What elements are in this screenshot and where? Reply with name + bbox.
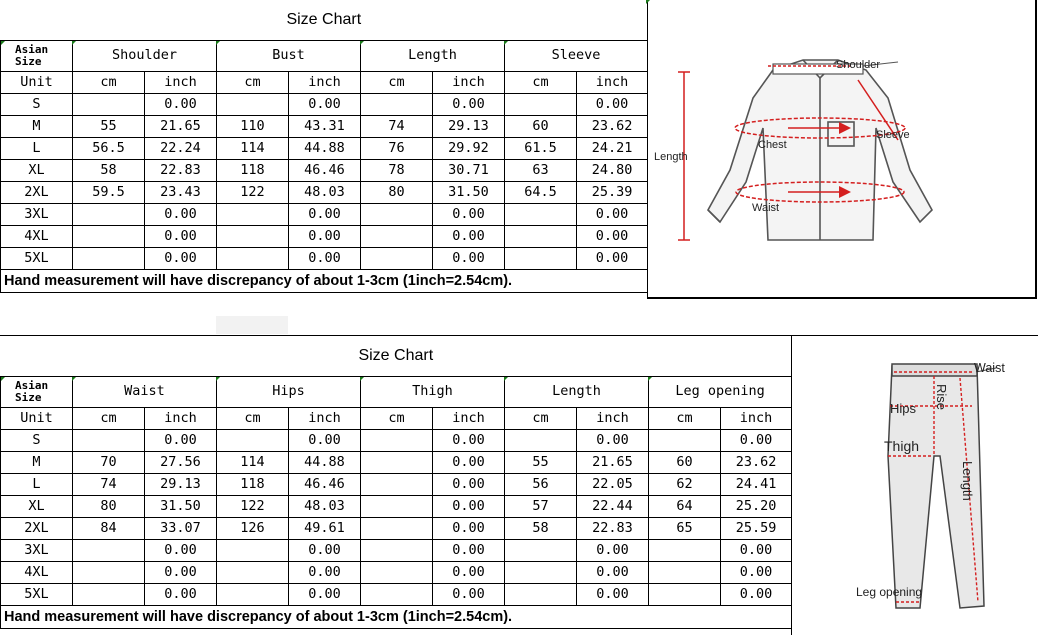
- measurement-cell: 0.00: [289, 430, 361, 452]
- measurement-cell: 31.50: [145, 496, 217, 518]
- measurement-cell: [361, 540, 433, 562]
- measurement-cell: 21.65: [577, 452, 649, 474]
- measurement-cell: 59.5: [73, 182, 145, 204]
- measurement-cell: 0.00: [577, 562, 649, 584]
- chest-label: Chest: [758, 139, 787, 151]
- top-footer-note: Hand measurement will have discrepancy of about 1-3cm (1inch=2.54cm).: [1, 270, 648, 293]
- length-label: Length: [654, 151, 688, 163]
- measurement-cell: 55: [505, 452, 577, 474]
- measurement-cell: 24.21: [577, 138, 648, 160]
- measurement-cell: 0.00: [145, 226, 217, 248]
- hips-label: Hips: [890, 401, 917, 416]
- measurement-cell: [361, 562, 433, 584]
- measurement-cell: 0.00: [289, 94, 361, 116]
- measurement-cell: 44.88: [289, 138, 361, 160]
- size-label: XL: [1, 160, 73, 182]
- table-row: [1, 248, 648, 270]
- unit-cell: inch: [289, 72, 361, 94]
- measurement-cell: [361, 496, 433, 518]
- sleeve-label: Sleeve: [876, 129, 910, 141]
- unit-cell: cm: [217, 408, 289, 430]
- size-label: S: [1, 430, 73, 452]
- unit-cell: inch: [145, 408, 217, 430]
- measurement-cell: 0.00: [721, 540, 792, 562]
- measurement-cell: 31.50: [433, 182, 505, 204]
- measurement-cell: 65: [649, 518, 721, 540]
- asian-size-header: Asian Size: [1, 377, 73, 408]
- measurement-cell: 63: [505, 160, 577, 182]
- measurement-cell: 22.24: [145, 138, 217, 160]
- table-row: [1, 116, 648, 138]
- measurement-cell: 0.00: [577, 94, 648, 116]
- measurement-cell: 56.5: [73, 138, 145, 160]
- measurement-cell: 60: [505, 116, 577, 138]
- size-label: 3XL: [1, 540, 73, 562]
- measurement-cell: 33.07: [145, 518, 217, 540]
- measurement-cell: [649, 540, 721, 562]
- measurement-cell: [361, 94, 433, 116]
- size-label: 5XL: [1, 248, 73, 270]
- top-size-chart: [0, 0, 1038, 300]
- measurement-cell: 110: [217, 116, 289, 138]
- top-size-table: [0, 0, 648, 293]
- waist-label: Waist: [974, 361, 1005, 375]
- size-label: M: [1, 452, 73, 474]
- corner-mark: [648, 377, 652, 381]
- measurement-cell: 25.59: [721, 518, 792, 540]
- table-row: [1, 452, 792, 474]
- measurement-cell: 22.83: [577, 518, 649, 540]
- table-row: [1, 204, 648, 226]
- measurement-cell: 23.43: [145, 182, 217, 204]
- corner-mark: [504, 377, 508, 381]
- measurement-cell: 22.44: [577, 496, 649, 518]
- corner-mark: [1, 41, 5, 45]
- waist-label: Waist: [752, 202, 780, 214]
- measurement-cell: 0.00: [145, 540, 217, 562]
- top-chart-title: Size Chart: [1, 0, 648, 41]
- measurement-cell: [649, 584, 721, 606]
- size-label: 3XL: [1, 204, 73, 226]
- table-row: [1, 182, 648, 204]
- measurement-cell: 30.71: [433, 160, 505, 182]
- measurement-cell: [505, 584, 577, 606]
- thigh-label: Thigh: [884, 438, 920, 454]
- table-row: [1, 584, 792, 606]
- col-header-length: Length: [361, 41, 505, 72]
- size-label: M: [1, 116, 73, 138]
- measurement-cell: [505, 248, 577, 270]
- measurement-cell: 29.13: [433, 116, 505, 138]
- measurement-cell: [361, 248, 433, 270]
- unit-cell: inch: [577, 72, 648, 94]
- measurement-cell: 0.00: [577, 226, 648, 248]
- measurement-cell: 0.00: [433, 584, 505, 606]
- unit-cell: inch: [145, 72, 217, 94]
- leg-opening-label: Leg opening: [856, 585, 923, 599]
- measurement-cell: 114: [217, 138, 289, 160]
- col-header-leg-opening: Leg opening: [649, 377, 792, 408]
- measurement-cell: 55: [73, 116, 145, 138]
- measurement-cell: [73, 562, 145, 584]
- measurement-cell: 44.88: [289, 452, 361, 474]
- shirt-diagram: [647, 0, 1037, 299]
- measurement-cell: 48.03: [289, 496, 361, 518]
- measurement-cell: 78: [361, 160, 433, 182]
- measurement-cell: 23.62: [721, 452, 792, 474]
- measurement-cell: 46.46: [289, 160, 361, 182]
- size-label: XL: [1, 496, 73, 518]
- measurement-cell: 0.00: [577, 540, 649, 562]
- measurement-cell: 27.56: [145, 452, 217, 474]
- measurement-cell: 56: [505, 474, 577, 496]
- bottom-size-table: [0, 336, 792, 629]
- corner-mark: [72, 41, 76, 45]
- measurement-cell: 74: [73, 474, 145, 496]
- measurement-cell: 0.00: [433, 474, 505, 496]
- measurement-cell: 76: [361, 138, 433, 160]
- measurement-cell: 0.00: [289, 204, 361, 226]
- measurement-cell: 43.31: [289, 116, 361, 138]
- unit-cell: cm: [217, 72, 289, 94]
- shirt-diagram-icon: [648, 0, 1035, 297]
- table-row: [1, 540, 792, 562]
- measurement-cell: 114: [217, 452, 289, 474]
- measurement-cell: 29.92: [433, 138, 505, 160]
- measurement-cell: [217, 430, 289, 452]
- col-header-waist: Waist: [73, 377, 217, 408]
- measurement-cell: [73, 94, 145, 116]
- unit-cell: inch: [577, 408, 649, 430]
- measurement-cell: [361, 204, 433, 226]
- size-label: 4XL: [1, 562, 73, 584]
- measurement-cell: 0.00: [433, 204, 505, 226]
- measurement-cell: [73, 226, 145, 248]
- measurement-cell: 0.00: [289, 248, 361, 270]
- measurement-cell: 24.41: [721, 474, 792, 496]
- measurement-cell: 46.46: [289, 474, 361, 496]
- size-label: S: [1, 94, 73, 116]
- measurement-cell: 0.00: [721, 584, 792, 606]
- measurement-cell: 0.00: [145, 584, 217, 606]
- measurement-cell: 0.00: [721, 430, 792, 452]
- measurement-cell: [73, 584, 145, 606]
- measurement-cell: 0.00: [289, 226, 361, 248]
- measurement-cell: [217, 562, 289, 584]
- measurement-cell: 122: [217, 496, 289, 518]
- measurement-cell: 0.00: [433, 540, 505, 562]
- table-row: [1, 496, 792, 518]
- table-row: [1, 138, 648, 160]
- corner-mark: [504, 41, 508, 45]
- pants-diagram-icon: [792, 336, 1037, 635]
- table-row: [1, 430, 792, 452]
- measurement-cell: 0.00: [577, 584, 649, 606]
- unit-cell: cm: [361, 408, 433, 430]
- measurement-cell: [505, 226, 577, 248]
- measurement-cell: 0.00: [289, 584, 361, 606]
- measurement-cell: 25.39: [577, 182, 648, 204]
- measurement-cell: 0.00: [433, 496, 505, 518]
- rise-label: Rise: [934, 384, 949, 411]
- unit-cell: cm: [73, 408, 145, 430]
- corner-mark: [216, 377, 220, 381]
- size-label: 2XL: [1, 518, 73, 540]
- measurement-cell: 22.83: [145, 160, 217, 182]
- unit-cell: inch: [721, 408, 792, 430]
- measurement-cell: 48.03: [289, 182, 361, 204]
- col-header-sleeve: Sleeve: [505, 41, 648, 72]
- measurement-cell: 29.13: [145, 474, 217, 496]
- measurement-cell: 126: [217, 518, 289, 540]
- units-row: [1, 408, 792, 430]
- unit-cell: cm: [649, 408, 721, 430]
- measurement-cell: [361, 474, 433, 496]
- measurement-cell: 122: [217, 182, 289, 204]
- measurement-cell: 0.00: [433, 452, 505, 474]
- measurement-cell: 0.00: [145, 430, 217, 452]
- measurement-cell: 0.00: [577, 430, 649, 452]
- measurement-cell: 64.5: [505, 182, 577, 204]
- measurement-cell: 62: [649, 474, 721, 496]
- measurement-cell: 0.00: [145, 204, 217, 226]
- measurement-cell: 60: [649, 452, 721, 474]
- size-label: L: [1, 474, 73, 496]
- unit-label: Unit: [1, 408, 73, 430]
- asian-size-header: Asian Size: [1, 41, 73, 72]
- length-label: Length: [960, 461, 975, 501]
- bottom-footer-note: Hand measurement will have discrepancy of about 1-3cm (1inch=2.54cm).: [1, 606, 792, 629]
- table-row: [1, 94, 648, 116]
- measurement-cell: [505, 430, 577, 452]
- measurement-cell: [361, 226, 433, 248]
- measurement-cell: 22.05: [577, 474, 649, 496]
- measurement-cell: 74: [361, 116, 433, 138]
- size-label: 4XL: [1, 226, 73, 248]
- size-label: L: [1, 138, 73, 160]
- measurement-cell: [361, 584, 433, 606]
- measurement-cell: 58: [505, 518, 577, 540]
- corner-mark: [360, 377, 364, 381]
- measurement-cell: [649, 562, 721, 584]
- measurement-cell: 70: [73, 452, 145, 474]
- measurement-cell: 0.00: [145, 562, 217, 584]
- measurement-cell: [73, 430, 145, 452]
- measurement-cell: [505, 94, 577, 116]
- pants-diagram: [791, 336, 1037, 635]
- corner-mark: [216, 41, 220, 45]
- measurement-cell: 25.20: [721, 496, 792, 518]
- measurement-cell: 0.00: [145, 94, 217, 116]
- measurement-cell: 84: [73, 518, 145, 540]
- measurement-cell: [217, 540, 289, 562]
- unit-cell: cm: [73, 72, 145, 94]
- measurement-cell: 24.80: [577, 160, 648, 182]
- size-label: 5XL: [1, 584, 73, 606]
- table-row: [1, 518, 792, 540]
- col-header-hips: Hips: [217, 377, 361, 408]
- measurement-cell: 118: [217, 474, 289, 496]
- measurement-cell: [361, 452, 433, 474]
- measurement-cell: 64: [649, 496, 721, 518]
- measurement-cell: [649, 430, 721, 452]
- measurement-cell: [217, 204, 289, 226]
- measurement-cell: 0.00: [433, 562, 505, 584]
- col-header-length: Length: [505, 377, 649, 408]
- shoulder-label: Shoulder: [836, 59, 881, 71]
- measurement-cell: [361, 518, 433, 540]
- unit-cell: inch: [433, 408, 505, 430]
- measurement-cell: 49.61: [289, 518, 361, 540]
- corner-mark: [72, 377, 76, 381]
- measurement-cell: [505, 540, 577, 562]
- size-label: 2XL: [1, 182, 73, 204]
- corner-mark: [1, 377, 5, 381]
- measurement-cell: [217, 94, 289, 116]
- measurement-cell: [505, 204, 577, 226]
- measurement-cell: 0.00: [433, 94, 505, 116]
- measurement-cell: [217, 248, 289, 270]
- table-row: [1, 562, 792, 584]
- unit-cell: cm: [361, 72, 433, 94]
- measurement-cell: 0.00: [433, 226, 505, 248]
- measurement-cell: 61.5: [505, 138, 577, 160]
- measurement-cell: [217, 584, 289, 606]
- col-header-thigh: Thigh: [361, 377, 505, 408]
- blank-tab: [216, 316, 288, 334]
- measurement-cell: 0.00: [289, 562, 361, 584]
- col-header-bust: Bust: [217, 41, 361, 72]
- measurement-cell: 0.00: [721, 562, 792, 584]
- measurement-cell: [73, 540, 145, 562]
- table-row: [1, 160, 648, 182]
- measurement-cell: 80: [73, 496, 145, 518]
- measurement-cell: 80: [361, 182, 433, 204]
- table-row: [1, 226, 648, 248]
- col-header-shoulder: Shoulder: [73, 41, 217, 72]
- unit-cell: inch: [289, 408, 361, 430]
- measurement-cell: [505, 562, 577, 584]
- measurement-cell: 0.00: [289, 540, 361, 562]
- corner-mark: [646, 0, 650, 4]
- measurement-cell: [73, 248, 145, 270]
- measurement-cell: [73, 204, 145, 226]
- unit-cell: cm: [505, 72, 577, 94]
- measurement-cell: [217, 226, 289, 248]
- units-row: [1, 72, 648, 94]
- measurement-cell: 21.65: [145, 116, 217, 138]
- measurement-cell: 23.62: [577, 116, 648, 138]
- corner-mark: [360, 41, 364, 45]
- unit-cell: cm: [505, 408, 577, 430]
- measurement-cell: 0.00: [577, 204, 648, 226]
- measurement-cell: 0.00: [433, 518, 505, 540]
- bottom-size-chart: [0, 336, 1038, 636]
- measurement-cell: [361, 430, 433, 452]
- table-row: [1, 474, 792, 496]
- unit-cell: inch: [433, 72, 505, 94]
- measurement-cell: 118: [217, 160, 289, 182]
- unit-label: Unit: [1, 72, 73, 94]
- measurement-cell: 0.00: [577, 248, 648, 270]
- measurement-cell: 0.00: [145, 248, 217, 270]
- measurement-cell: 0.00: [433, 248, 505, 270]
- measurement-cell: 0.00: [433, 430, 505, 452]
- measurement-cell: 58: [73, 160, 145, 182]
- measurement-cell: 57: [505, 496, 577, 518]
- bottom-chart-title: Size Chart: [1, 336, 792, 377]
